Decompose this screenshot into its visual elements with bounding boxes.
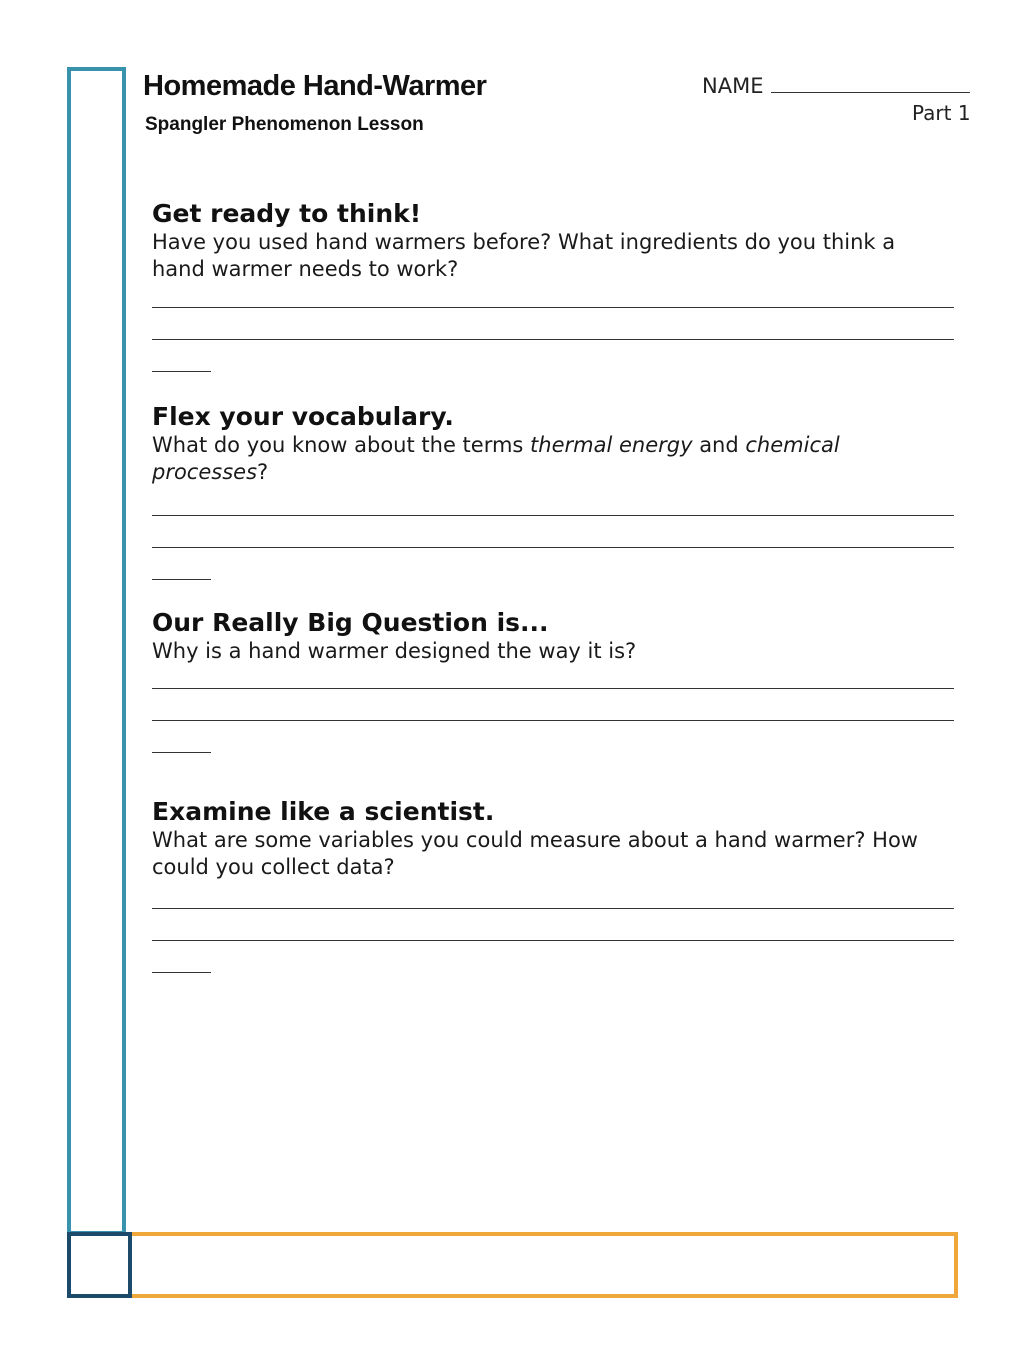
corner-box: [67, 1232, 132, 1298]
answer-line-short[interactable]: [152, 579, 211, 580]
term-chemical-processes: chemical processes: [152, 433, 840, 484]
name-field: [702, 74, 970, 98]
left-side-bar: [67, 67, 126, 1235]
section-heading: Flex your vocabulary.: [152, 402, 454, 431]
section-big-question: [152, 608, 957, 753]
section-heading: Examine like a scientist.: [152, 797, 495, 826]
name-label: NAME: [702, 74, 764, 98]
answer-lines: [152, 908, 957, 973]
term-thermal-energy: thermal energy: [530, 433, 693, 457]
answer-line[interactable]: [152, 515, 954, 516]
worksheet-subtitle: Spangler Phenomenon Lesson: [145, 114, 424, 135]
section-prompt: What do you know about the terms thermal energy and chemical processes?: [152, 433, 840, 484]
name-blank-line[interactable]: [771, 74, 970, 93]
section-heading: Our Really Big Question is...: [152, 608, 549, 637]
answer-line-short[interactable]: [152, 972, 211, 973]
answer-lines: [152, 307, 957, 372]
section-prompt: Why is a hand warmer designed the way it is?: [152, 639, 637, 663]
answer-line[interactable]: [152, 547, 954, 548]
worksheet-title: Homemade Hand-Warmer: [143, 70, 487, 102]
footer-bar: [129, 1232, 958, 1298]
answer-line[interactable]: [152, 908, 954, 909]
section-prompt: Have you used hand warmers before? What ingredients do you think a hand warmer needs to work?: [152, 230, 896, 281]
part-label: Part 1: [912, 101, 971, 125]
section-heading: Get ready to think!: [152, 199, 422, 228]
section-get-ready: [152, 199, 957, 372]
answer-lines: [152, 688, 957, 753]
answer-line[interactable]: [152, 307, 954, 308]
answer-line[interactable]: [152, 339, 954, 340]
answer-line-short[interactable]: [152, 371, 211, 372]
section-prompt: What are some variables you could measure about a hand warmer? How could you collect data?: [152, 828, 918, 879]
answer-line-short[interactable]: [152, 752, 211, 753]
answer-line[interactable]: [152, 940, 954, 941]
section-examine: [152, 797, 957, 973]
answer-line[interactable]: [152, 688, 954, 689]
answer-lines: [152, 515, 957, 580]
section-vocabulary: [152, 402, 957, 580]
answer-line[interactable]: [152, 720, 954, 721]
